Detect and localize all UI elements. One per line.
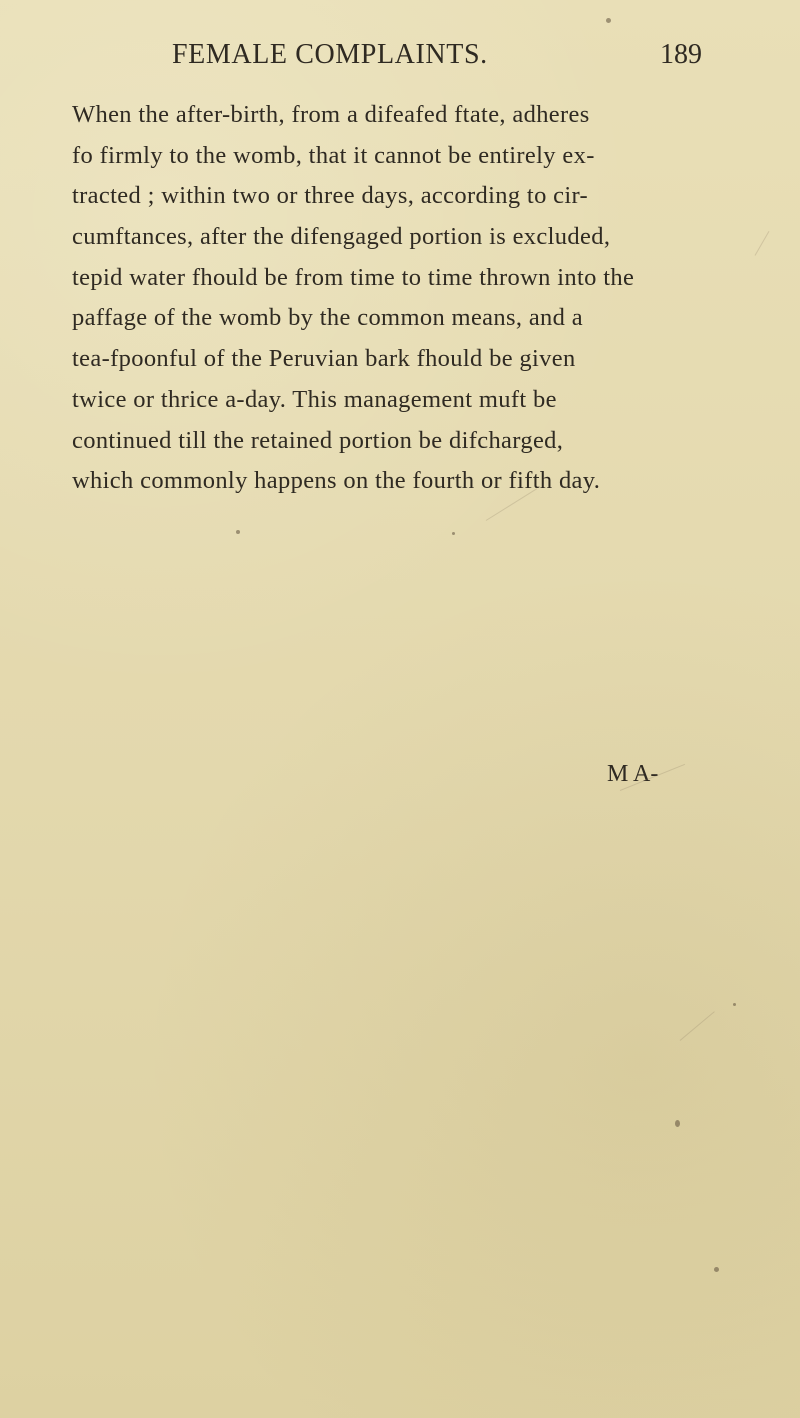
paper-speck (733, 1003, 736, 1006)
text-line: continued till the retained portion be difcharged, (72, 426, 564, 454)
paper-speck (714, 1267, 719, 1272)
text-line: fo firmly to the womb, that it cannot be entirely ex- (72, 141, 595, 169)
paper-crease (755, 231, 770, 256)
paper-speck (675, 1120, 680, 1127)
text-line: twice or thrice a-day. This management muft be (72, 385, 557, 413)
text-line: When the after-birth, from a difeafed ftate, adheres (72, 101, 590, 128)
paper-crease (680, 1011, 715, 1041)
paper-speck (236, 530, 240, 534)
page-number: 189 (660, 39, 702, 70)
text-line: cumftances, after the difengaged portion is excluded, (72, 223, 611, 251)
text-line: tracted ; within two or three days, according to cir- (72, 182, 589, 210)
page-header (172, 32, 702, 78)
text-line: tepid water fhould be from time to time thrown into the (72, 263, 635, 291)
catchword: M A- (607, 761, 659, 787)
text-line: paffage of the womb by the common means, and a (72, 304, 583, 332)
paragraph (72, 95, 732, 502)
text-line: tea-fpoonful of the Peruvian bark fhould be given (72, 345, 576, 373)
paper-speck (606, 18, 611, 23)
paper-speck (452, 532, 455, 535)
text-line: which commonly happens on the fourth or fifth day. (72, 467, 601, 495)
running-head: FEMALE COMPLAINTS. (172, 39, 488, 70)
